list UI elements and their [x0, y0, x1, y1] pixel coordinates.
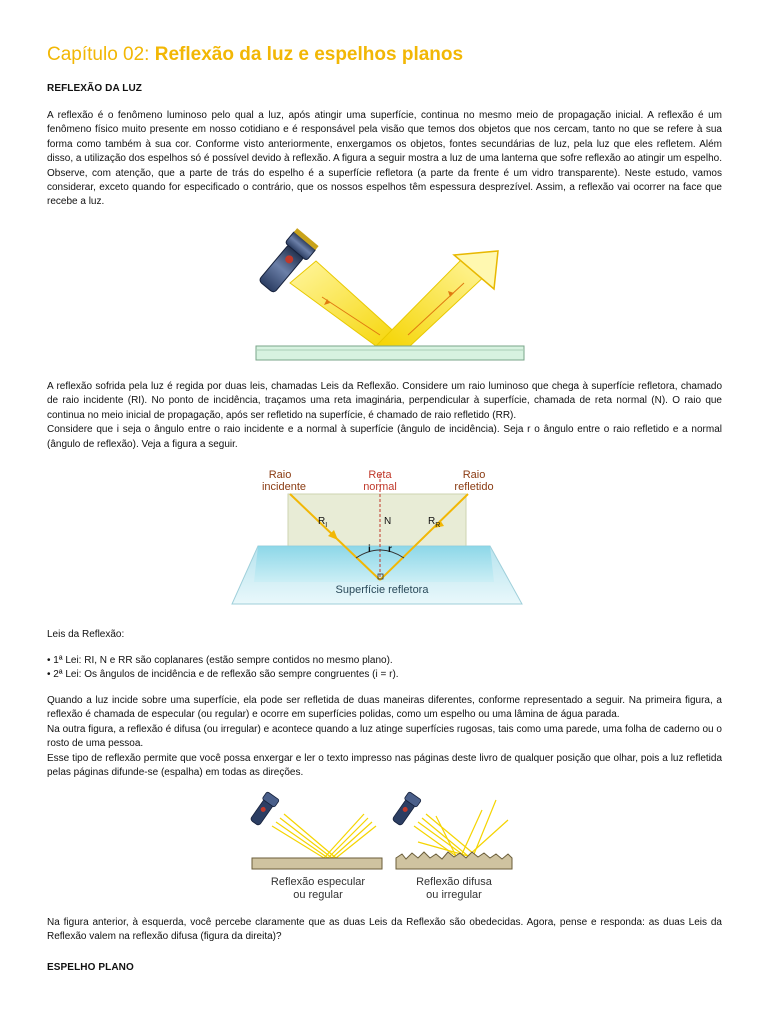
specular-diffuse-figure [246, 790, 518, 902]
intro-paragraph [47, 109, 722, 210]
laws-intro-text-2: Considere que i seja o ângulo entre o raio incidente e a normal à superfície (ângulo de incidência). Seja r o ângulo entre o raio refletido e a normal (ângulo de reflexão). Veja a figura a seguir. [47, 424, 722, 450]
reflection-angles-diagram [228, 462, 528, 614]
chapter-number: Capítulo 02: [47, 44, 155, 65]
reflected-label-1: Raio [462, 469, 486, 481]
section-heading-reflexao: REFLEXÃO DA LUZ [47, 83, 143, 94]
closing-question [47, 916, 722, 945]
ri-label: $R_I$ [318, 516, 328, 529]
chapter-title [47, 44, 463, 66]
mirror [256, 346, 524, 360]
diffuse-label-1: Reflexão difusa [416, 876, 492, 888]
surface-label: Superfície refletora [335, 584, 429, 596]
laws-intro-text-1: A reflexão sofrida pela luz é regida por duas leis, chamadas Leis da Reflexão. Considere um raio luminoso que chega à superfície refletora, chamado de raio incidente (RI). No ponto de incidência, traçamos uma reta imaginária, perpendicular à superfície, chamada de reta normal (N). O raio que continua no meio inicial de propagação, após ser refletido na superfície, é chamado de raio refletido (RR). [47, 381, 722, 421]
diffuse-reflection [390, 791, 512, 901]
law-1: • 1ª Lei: RI, N e RR são coplanares (estão sempre contidos no mesmo plano). [47, 655, 393, 666]
chapter-name: Reflexão da luz e espelhos planos [154, 44, 464, 65]
intro-text: A reflexão é o fenômeno luminoso pelo qual a luz, após atingir uma superfície, continua no mesmo meio de propagação inicial. A reflexão é um fenômeno físico muito presente em nosso cotidiano e é responsável pela visão que temos dos objetos que nos cercam, tanto no que se refere à sua forma como também à sua cor. Conforme visto anteriormente, enxergamos os objetos, fontes secundárias de luz, pela luz que eles refletem. Além disso, a utilização dos espelhos só é possível devido à reflexão. A figura a seguir mostra a luz de uma lanterna que sofre reflexão ao atingir um espelho. Observe, com atenção, que a parte de trás do espelho é a superfície refletora (a parte da frente é um vidro transparente). Neste estudo, vamos considerar, exceto quando for especificado o contrário, que os nossos espelhos têm espessura desprezível. Assim, a reflexão vai ocorrer na face que recebe a luz. [47, 110, 722, 208]
angle-r-label: r [388, 544, 392, 555]
section-heading-espelho-plano: ESPELHO PLANO [47, 962, 134, 973]
specular-label-2: ou regular [293, 889, 343, 901]
normal-label-1: Reta [368, 469, 392, 481]
smooth-surface [252, 858, 382, 869]
angle-i-label: i [368, 544, 371, 555]
flashlight-icon [248, 791, 279, 827]
rr-label: $R_R$ [428, 516, 441, 529]
reflection-types-p3: Esse tipo de reflexão permite que você possa enxergar e ler o texto impresso nas páginas deste livro de qualquer posição que olhar, pois a luz refletida pelas páginas difunde-se (espalha) em todas as direções. [47, 752, 722, 779]
specular-label-1: Reflexão especular [270, 876, 366, 888]
normal-label-2: normal [363, 481, 397, 493]
incident-label-1: Raio [268, 469, 292, 481]
reflection-types-p1: Quando a luz incide sobre uma superfície, ela pode ser refletida de duas maneiras diferentes, conforme representado a seguir. Na primeira figura, a reflexão é chamada de especular (ou regular) e ocorre em superfícies polidas, como um espelho ou uma lâmina de água parada. [47, 695, 722, 721]
flashlight-icon [390, 791, 421, 827]
n-label: N [384, 516, 392, 527]
reflection-types-p2: Na outra figura, a reflexão é difusa (ou irregular) e acontece quando a luz atinge superfícies rugosas, tais como uma parede, uma folha de caderno ou o rosto de uma pessoa. [47, 723, 722, 750]
reflected-label-2: refletido [454, 481, 494, 493]
diffuse-label-2: ou irregular [426, 889, 482, 901]
laws-intro [47, 380, 722, 452]
reflection-types-text [47, 694, 722, 780]
laws-heading: Leis da Reflexão: [47, 629, 125, 640]
closing-question-text: Na figura anterior, à esquerda, você percebe claramente que as duas Leis da Reflexão são obedecidas. Agora, pense e responda: as duas Leis da Reflexão valem na reflexão difusa (figura da direita)? [47, 917, 722, 943]
law-2: • 2ª Lei: Os ângulos de incidência e de reflexão são sempre congruentes (i = r). [47, 669, 399, 680]
flashlight-reflection-figure [250, 215, 530, 367]
specular-reflection [248, 791, 382, 901]
incident-label-2: incidente [261, 481, 307, 493]
